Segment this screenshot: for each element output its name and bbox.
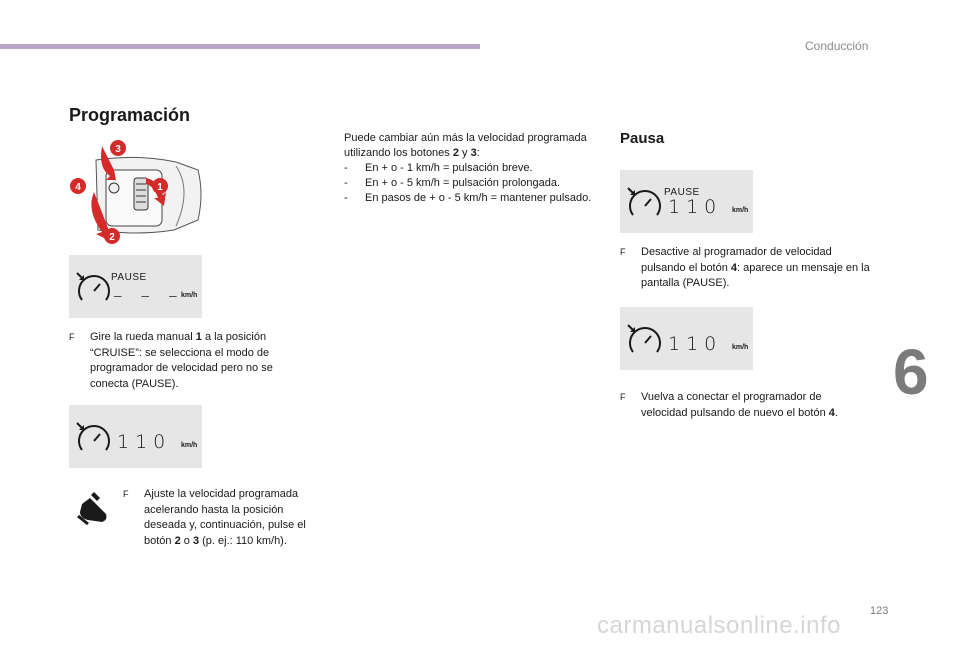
watermark-link[interactable]: carmanualsonline.info xyxy=(597,612,841,639)
speed-unit: km/h xyxy=(181,442,198,449)
step-4-text: F Vuelva a conectar el programador de velocidad pulsando de nuevo el botón 4. xyxy=(620,391,838,419)
speed-unit: km/h xyxy=(732,207,749,214)
speed-readout: 110 xyxy=(668,333,723,355)
callout-1-label: 1 xyxy=(157,182,163,193)
speed-readout: 110 xyxy=(668,196,723,218)
header-accent-bar xyxy=(0,44,480,49)
adjust-options-list xyxy=(344,161,594,206)
display-speed-110 xyxy=(69,405,202,468)
status-pause: PAUSE xyxy=(664,187,700,198)
page-number: 123 xyxy=(870,605,889,617)
cruise-control-stalk-illustration xyxy=(66,140,206,248)
section-title: Conducción xyxy=(805,39,869,53)
display-speed-110-resumed xyxy=(620,307,753,370)
list-item: - En pasos de + o - 5 km/h = mantener pulsado. xyxy=(344,192,592,204)
step-2-text: F Ajuste la velocidad programada acelerando hasta la posición deseada y, continuación, pulse el botón 2 o 3 (p. ej.: 110 km/h). xyxy=(123,488,306,547)
speed-readout: 110 xyxy=(117,431,172,453)
status-pause: PAUSE xyxy=(111,272,147,283)
bullet-mark: F xyxy=(69,332,75,342)
callout-3-label: 3 xyxy=(115,144,121,155)
list-item: - En + o - 5 km/h = pulsación prolongada. xyxy=(344,177,561,189)
section-heading-programacion: Programación xyxy=(69,105,191,125)
accelerator-foot-icon xyxy=(76,490,110,526)
speed-unit: km/h xyxy=(181,292,198,299)
display-pause-110 xyxy=(620,170,753,233)
display-pause-dashes xyxy=(69,255,202,318)
callout-4-label: 4 xyxy=(75,182,81,193)
speed-readout: – – – xyxy=(113,285,184,307)
chapter-number: 6 xyxy=(893,336,929,408)
speed-unit: km/h xyxy=(732,344,749,351)
section-heading-pausa: Pausa xyxy=(620,130,665,147)
list-item: - En + o - 1 km/h = pulsación breve. xyxy=(344,162,533,174)
callout-2-label: 2 xyxy=(109,232,115,243)
step-3-text: F Desactive al programador de velocidad pulsando el botón 4: aparece un mensaje en la pantalla (PAUSE). xyxy=(620,246,870,289)
step-1-text: F Gire la rueda manual 1 a la posición “CRUISE”: se selecciona el modo de programador de velocidad pero no se conecta (PAUSE). xyxy=(69,331,273,390)
speed-adjust-paragraph: Puede cambiar aún más la velocidad programada utilizando los botones 2 y 3: - En + o - 1 km/h = pulsación breve. - En + o - 5 km/h = pulsación prolongada. - En pasos de + o - 5 km/h = mantener pulsado. xyxy=(344,131,594,206)
